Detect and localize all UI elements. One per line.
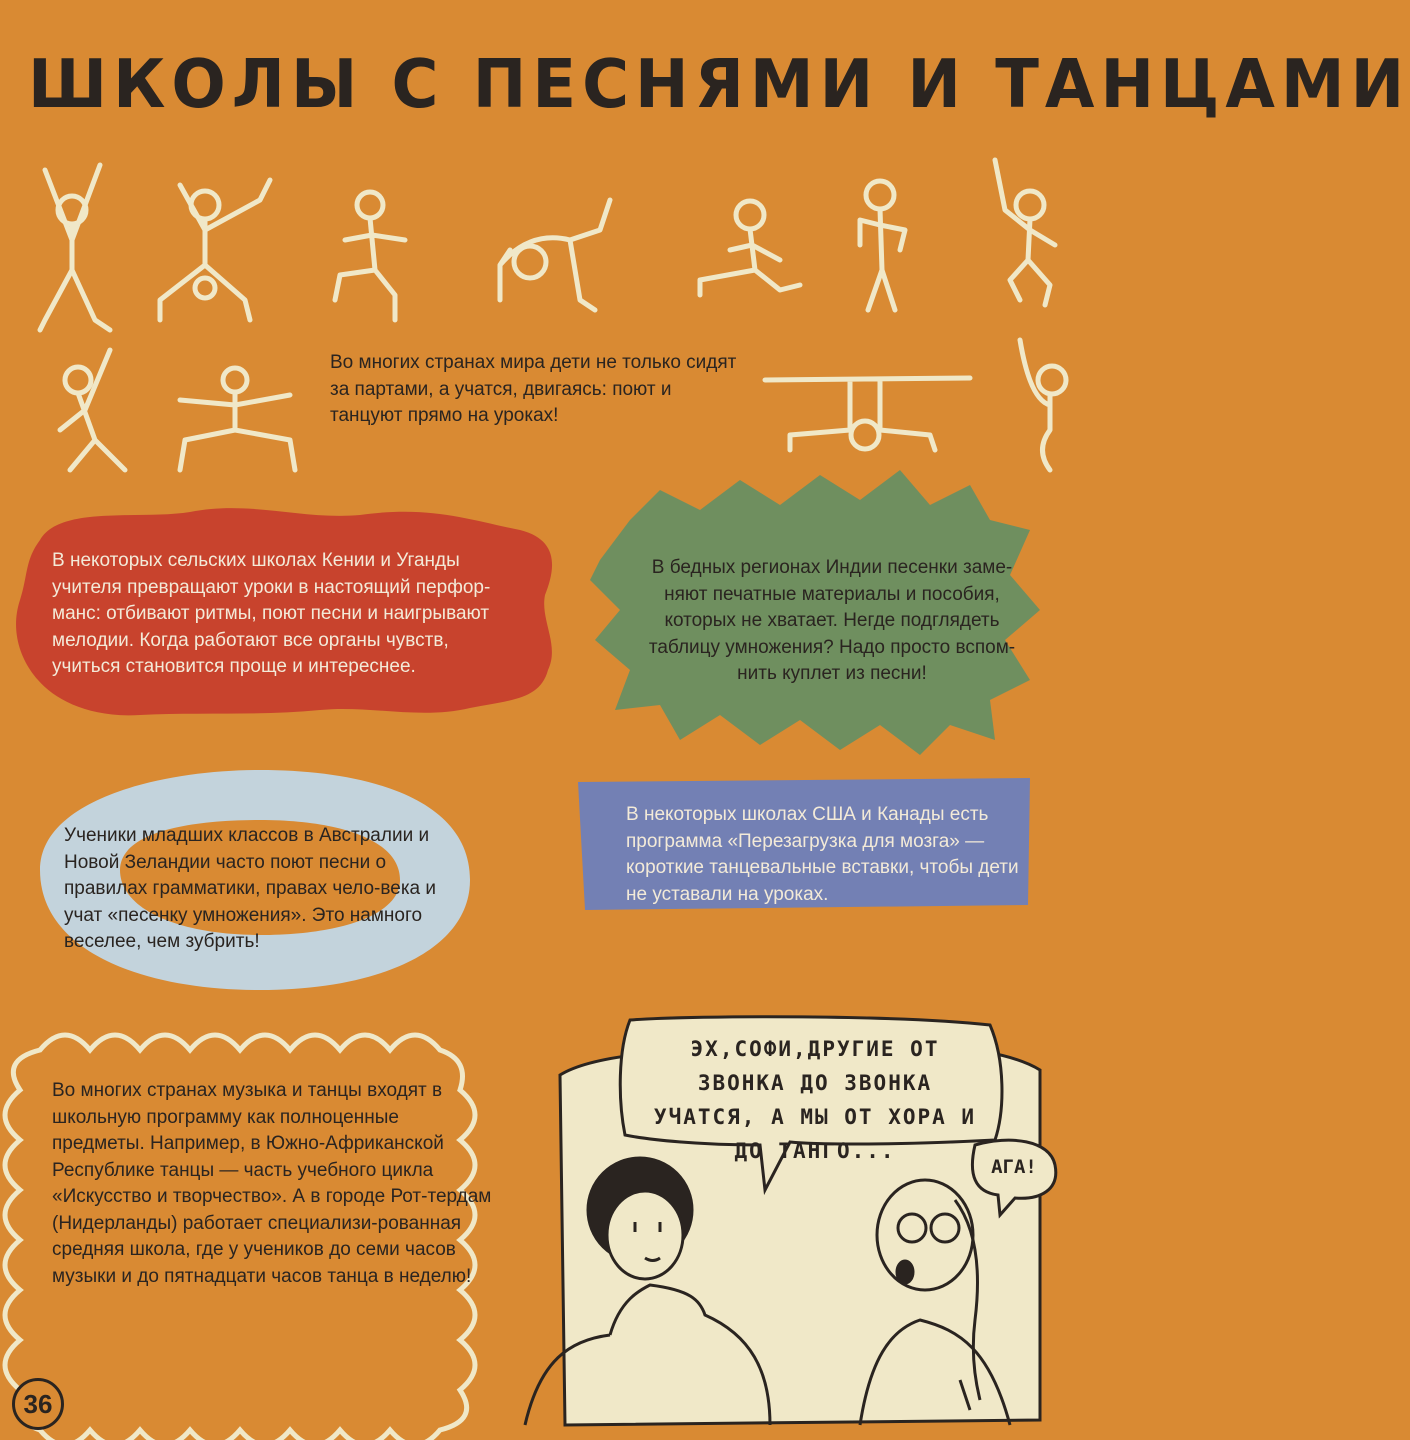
music-text: Во многих странах музыка и танцы входят в школьную программу как полноценные предметы. Например, в Южно-Африканской Республике танцы — часть учебного цикла «Искусство и творчество». А в городе Рот-тердам (Нидерланды) работает специализи-рованная средняя школа, где у учеников до семи часов музыки и до пятнадцати часов танца в неделю! — [52, 1080, 492, 1287]
stick-figure-4 — [500, 200, 610, 310]
page-number: 36 — [12, 1378, 64, 1430]
australia-text: Ученики младших классов в Австралии и Новой Зеландии часто поют песни о правилах грамматики, правах чело-века и учат «песенку умножения». Это намного веселее, чем зубрить! — [64, 825, 437, 952]
stick-figure-9 — [180, 368, 295, 470]
stick-figure-1 — [40, 165, 110, 330]
stick-figure-3 — [335, 192, 405, 320]
kenya-text: В некоторых сельских школах Кении и Уганды учителя превращают уроки в настоящий перфор-манс: отбивают ритмы, поют песни и наигрывают мелодии. Когда работают все органы чувств, учиться становится проще и интереснее. — [52, 550, 491, 677]
speech-text-small: АГА! — [991, 1156, 1037, 1178]
usa-text: В некоторых школах США и Канады есть программа «Перезагрузка для мозга» — короткие танцевальные вставки, чтобы дети не уставали на уроках. — [626, 804, 1019, 905]
stick-figure-10 — [765, 378, 970, 450]
stick-figure-6 — [860, 181, 905, 310]
stick-figure-11 — [1020, 340, 1066, 470]
stick-figure-2 — [160, 180, 270, 320]
stick-figure-5 — [700, 201, 800, 295]
intro-text: Во многих странах мира дети не только сидят за партами, а учатся, двигаясь: поют и танцуют прямо на уроках! — [330, 352, 737, 426]
india-text: В бедных регионах Индии песенки заме-няют печатные материалы и пособия, которых не хватает. Негде подглядеть таблицу умножения? Надо просто вспом-нить куплет из песни! — [648, 557, 1016, 684]
stick-figure-8 — [60, 350, 125, 470]
stick-figure-7 — [995, 160, 1055, 305]
speech-text-main: ЭХ,СОФИ,ДРУГИЕ ОТ ЗВОНКА ДО ЗВОНКА УЧАТСЯ, А МЫ ОТ ХОРА И ДО ТАНГО... — [653, 1037, 977, 1163]
page-title: ШКОЛЫ С ПЕСНЯМИ И ТАНЦАМИ — [28, 46, 1410, 124]
